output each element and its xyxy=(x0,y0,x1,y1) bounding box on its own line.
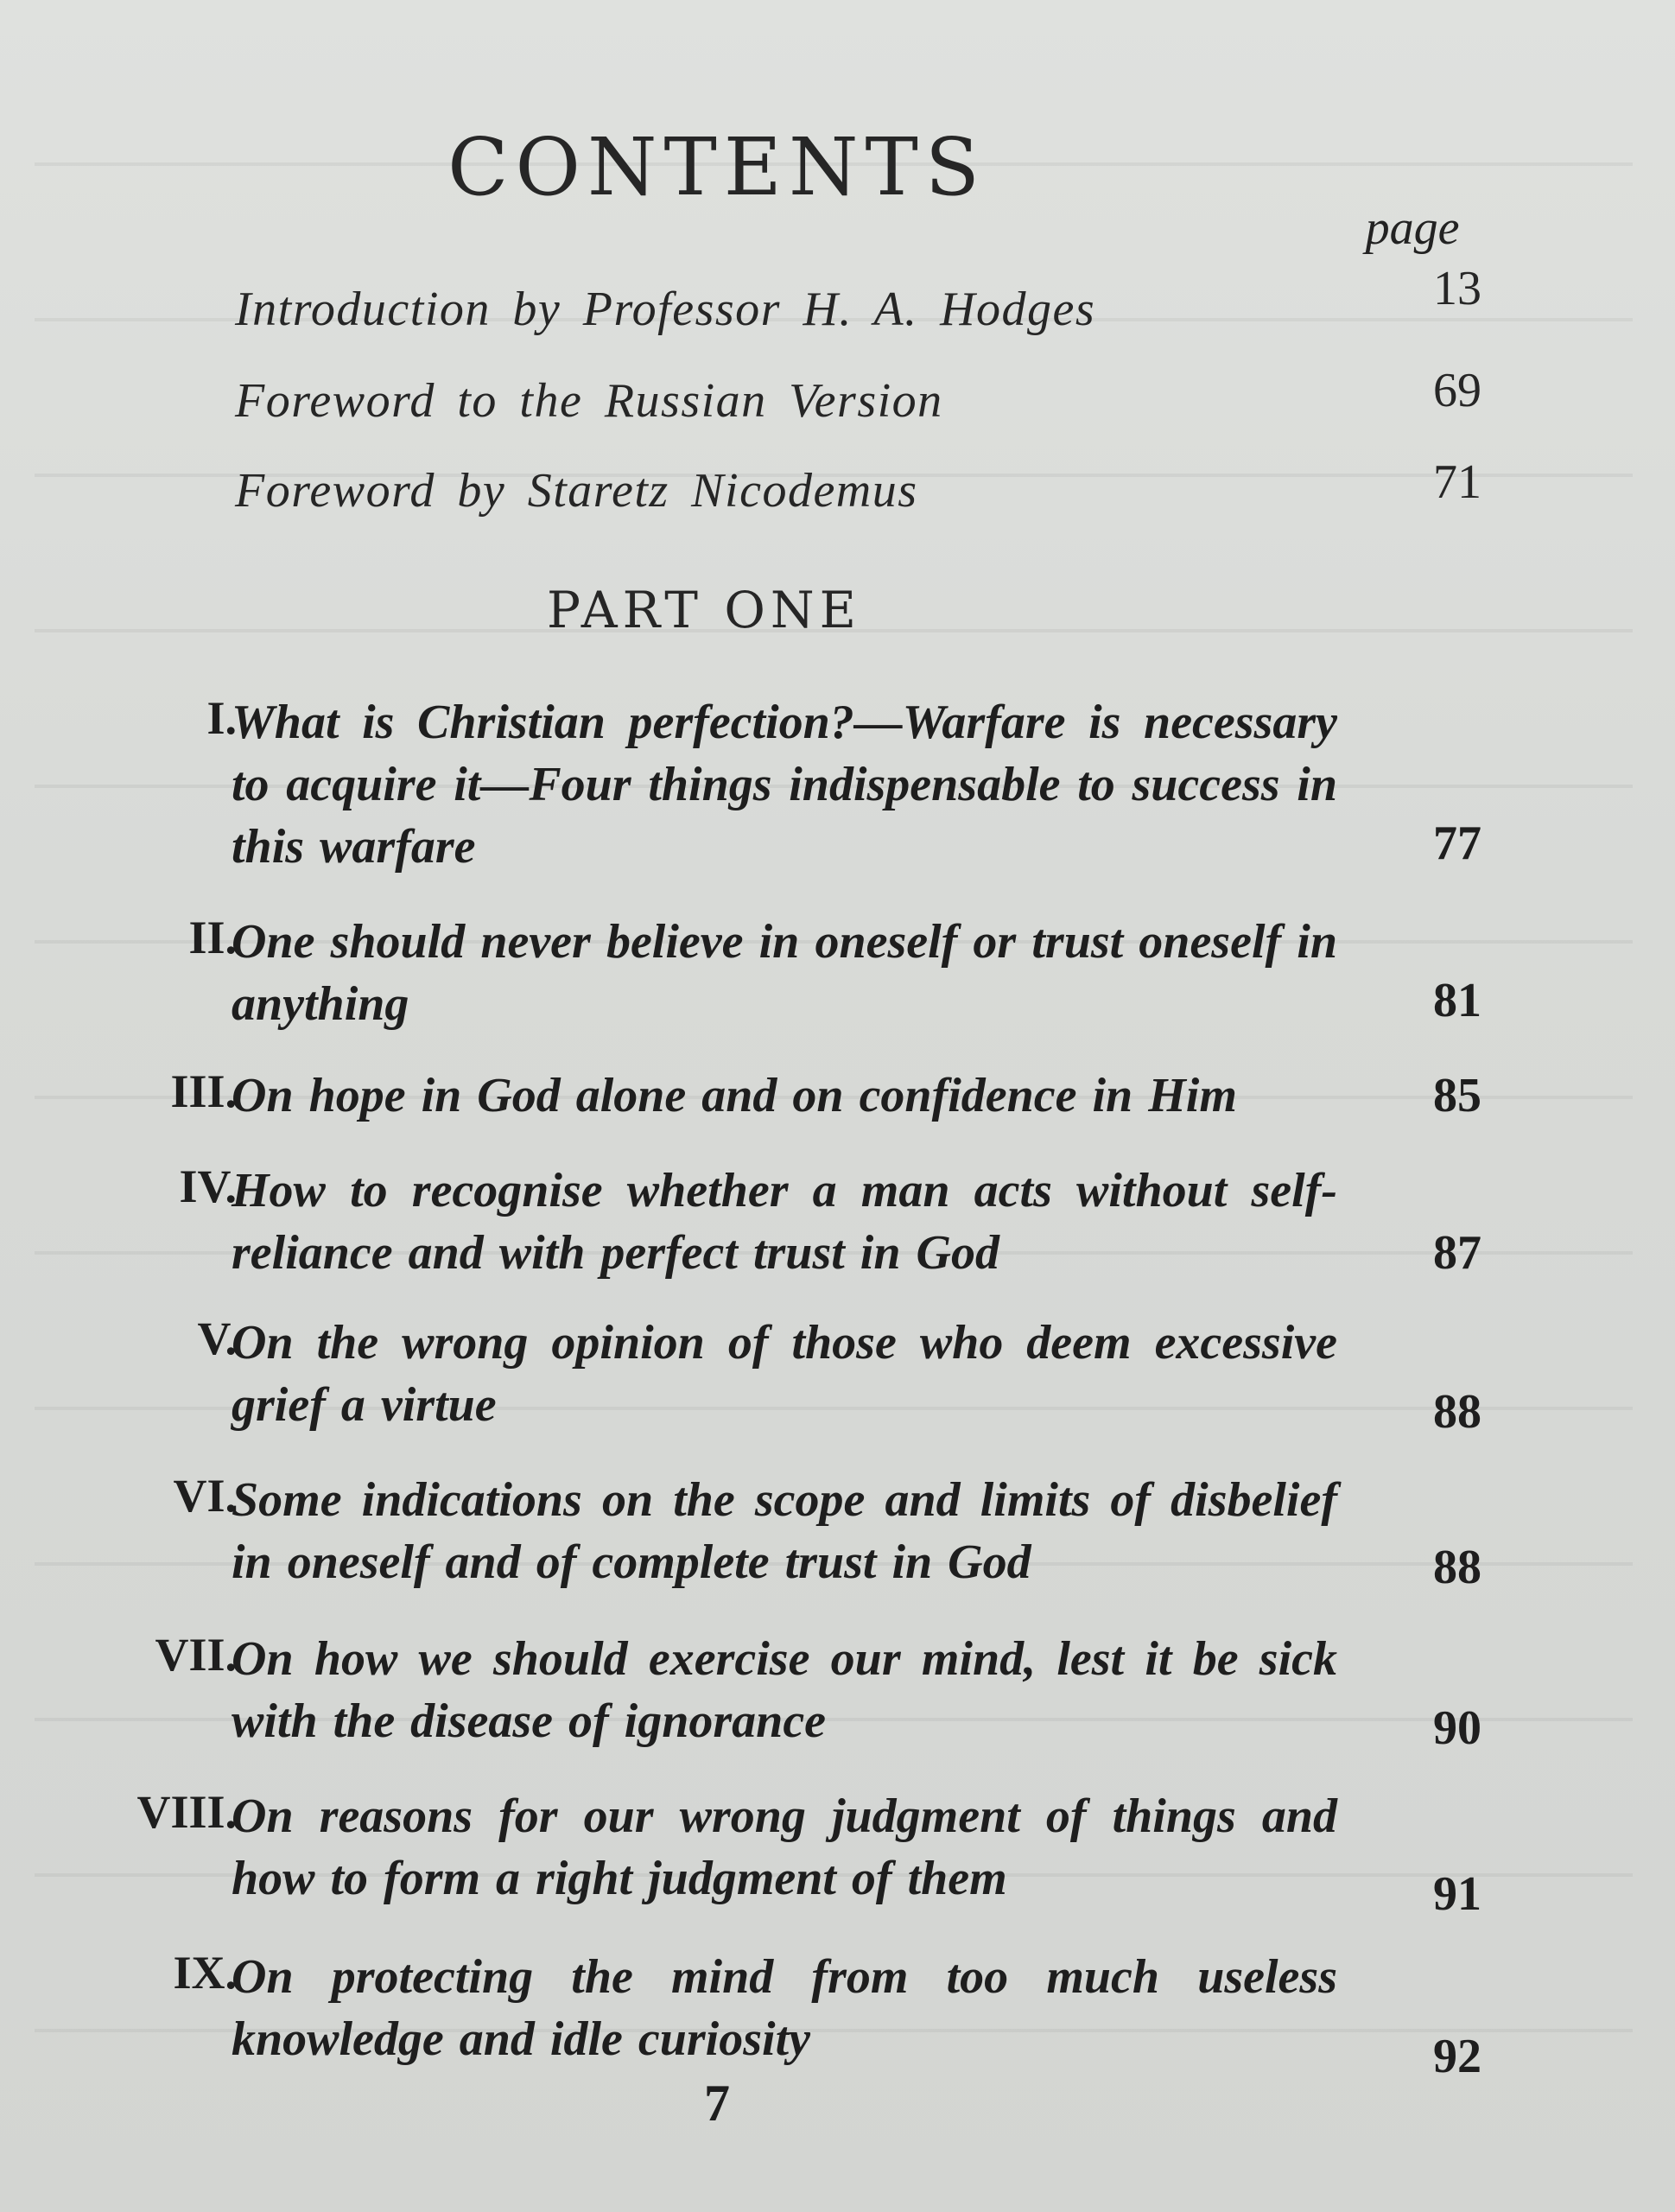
part-heading: PART ONE xyxy=(547,581,861,639)
entry-title: Foreword by Staretz Nicodemus xyxy=(235,464,918,518)
chapter-number: VII. xyxy=(155,1629,237,1681)
chapter-title: On hope in God alone and on confidence in Him xyxy=(232,1069,1237,1122)
chapter-title: On how we should exercise our mind, lest it be sick with the disease of ignorance xyxy=(232,1632,1337,1748)
chapter-number: I. xyxy=(206,692,237,744)
entry-title: Introduction by Professor H. A. Hodges xyxy=(235,283,1096,336)
chapter-title: On protecting the mind from too much useless knowledge and idle curiosity xyxy=(232,1950,1337,2066)
chapter-page-number: 88 xyxy=(1433,1541,1481,1594)
chapter-title: One should never believe in oneself or trust oneself in anything xyxy=(232,915,1337,1031)
entry-page-number: 13 xyxy=(1433,262,1481,315)
chapter-page-number: 77 xyxy=(1433,817,1481,870)
chapter-page-number: 87 xyxy=(1433,1226,1481,1280)
chapter-number: V. xyxy=(197,1313,237,1364)
chapter-number: II. xyxy=(188,912,237,963)
chapter-number: IV. xyxy=(179,1160,237,1212)
page-column-label: page xyxy=(1365,201,1460,255)
chapter-page-number: 88 xyxy=(1433,1385,1481,1439)
page-folio-number: 7 xyxy=(704,2075,730,2132)
chapter-number: III. xyxy=(170,1065,237,1117)
chapter-number: VI. xyxy=(173,1470,237,1522)
chapter-title: On the wrong opinion of those who deem excessive grief a virtue xyxy=(232,1316,1337,1432)
chapter-page-number: 81 xyxy=(1433,974,1481,1027)
entry-page-number: 69 xyxy=(1433,364,1481,417)
chapter-page-number: 85 xyxy=(1433,1069,1481,1122)
chapter-number: IX. xyxy=(173,1947,237,1999)
chapter-title: How to recognise whether a man acts without self-reliance and with perfect trust in God xyxy=(232,1164,1337,1280)
chapter-page-number: 90 xyxy=(1433,1701,1481,1755)
chapter-title: On reasons for our wrong judgment of things and how to form a right judgment of them xyxy=(232,1789,1337,1905)
chapter-title: Some indications on the scope and limits of disbelief in oneself and of complete trust in God xyxy=(232,1473,1337,1589)
chapter-title: What is Christian perfection?—Warfare is necessary to acquire it—Four things indispensable to success in this warfare xyxy=(232,696,1337,874)
chapter-number: VIII. xyxy=(136,1786,237,1838)
page-title: CONTENTS xyxy=(447,121,987,213)
entry-page-number: 71 xyxy=(1433,455,1481,509)
entry-title: Foreword to the Russian Version xyxy=(235,374,943,428)
chapter-page-number: 91 xyxy=(1433,1867,1481,1921)
chapter-page-number: 92 xyxy=(1433,2030,1481,2083)
